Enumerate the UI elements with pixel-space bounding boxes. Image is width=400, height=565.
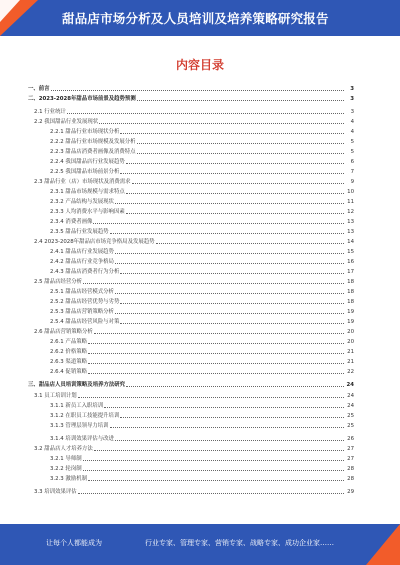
toc-entry-page: 24	[346, 382, 354, 388]
toc-entry-page: 13	[347, 229, 354, 235]
toc-entry-page: 16	[347, 259, 354, 265]
toc-leader-dots	[83, 283, 344, 284]
toc-entry-label: 3.2.1 导师制	[50, 456, 82, 462]
toc-leader-dots	[83, 470, 344, 471]
toc-leader-dots	[94, 450, 344, 451]
toc-leader-dots	[51, 90, 344, 91]
toc-leader-dots	[126, 213, 344, 214]
toc-entry-label: 2.5.3 甜品店营销策略分析	[50, 309, 114, 315]
toc-entry[interactable]	[28, 464, 354, 473]
toc-entry-label: 2.6.3 渠道策略	[50, 359, 87, 365]
toc-entry[interactable]	[28, 317, 354, 326]
toc-entry-page: 3	[350, 86, 354, 92]
toc-entry-page: 28	[347, 476, 354, 482]
toc-leader-dots	[78, 493, 344, 494]
toc-entry-label: 2.3.4 消费者画像	[50, 219, 93, 225]
toc-entry[interactable]	[28, 137, 354, 146]
toc-entry-page: 4	[350, 129, 354, 135]
toc-entry[interactable]	[28, 147, 354, 156]
toc-leader-dots	[88, 363, 344, 364]
toc-entry-page: 19	[347, 309, 354, 315]
toc-entry-page: 20	[347, 339, 354, 345]
toc-entry-label: 三、甜品店人员培训策略及培养方法研究	[28, 382, 126, 388]
toc-leader-dots	[137, 143, 344, 144]
toc-entry-label: 一、前言	[28, 86, 50, 92]
toc-entry[interactable]	[28, 487, 354, 496]
toc-leader-dots	[99, 123, 344, 124]
toc-entry-label: 2.3.1 甜品市场规模与需求特点	[50, 189, 125, 195]
toc-leader-dots	[115, 313, 344, 314]
toc-entry[interactable]	[28, 367, 354, 376]
toc-entry[interactable]	[28, 257, 354, 266]
footer-roles: 行业专家、管理专家、营销专家、战略专家、成功企业家……	[145, 539, 334, 547]
toc-entry[interactable]	[28, 421, 354, 430]
toc-entry-label: 2.2.1 甜品行业市场现状分析	[50, 129, 120, 135]
toc-leader-dots	[120, 133, 344, 134]
toc-entry-page: 22	[347, 369, 354, 375]
toc-entry-page: 18	[347, 279, 354, 285]
toc-entry-label: 2.2 我国甜品行业发展现状	[34, 119, 99, 125]
toc-leader-dots	[120, 417, 344, 418]
footer-banner	[0, 524, 400, 565]
toc-entry-page: 21	[347, 349, 354, 355]
toc-entry-page: 11	[347, 199, 354, 205]
toc-entry[interactable]	[28, 94, 354, 103]
toc-entry-page: 3	[350, 96, 354, 102]
toc-entry-label: 2.6.4 促销策略	[50, 369, 87, 375]
toc-entry-page: 27	[347, 456, 354, 462]
toc-leader-dots	[88, 353, 344, 354]
toc-entry-label: 2.3 甜品行业（店）市场现状及消费需求	[34, 179, 131, 185]
toc-entry-label: 3.1.2 在职员工技能提升培训	[50, 413, 120, 419]
toc-entry[interactable]	[28, 207, 354, 216]
toc-leader-dots	[115, 253, 344, 254]
toc-leader-dots	[137, 153, 344, 154]
toc-entry[interactable]	[28, 454, 354, 463]
toc-entry[interactable]	[28, 327, 354, 336]
toc-leader-dots	[83, 460, 344, 461]
toc-entry[interactable]	[28, 187, 354, 196]
toc-entry-page: 25	[347, 423, 354, 429]
toc-entry-label: 二、2023-2028年甜品市场前景及趋势预测	[28, 96, 136, 102]
toc-entry-page: 13	[347, 219, 354, 225]
toc-entry-page: 14	[347, 239, 354, 245]
toc-entry[interactable]	[28, 307, 354, 316]
toc-entry-label: 3.2.2 轮岗制	[50, 466, 82, 472]
toc-entry-label: 2.2.5 我国甜品市场前景分析	[50, 169, 120, 175]
toc-entry-label: 2.3.3 人均消费水平与影响因素	[50, 209, 125, 215]
toc-entry-label: 2.3.2 产品结构与发展现状	[50, 199, 114, 205]
toc-entry-label: 2.5.1 甜品店经营模式分析	[50, 289, 114, 295]
toc-entry-page: 24	[347, 393, 354, 399]
toc-entry-page: 21	[347, 359, 354, 365]
toc-leader-dots	[88, 480, 344, 481]
toc-leader-dots	[126, 193, 344, 194]
toc-entry-page: 15	[347, 249, 354, 255]
toc-leader-dots	[110, 233, 344, 234]
toc-entry-page: 19	[347, 319, 354, 325]
toc-entry-label: 2.4.2 甜品店行业竞争格局	[50, 259, 114, 265]
toc-entry-label: 2.3.5 甜品行业发展趋势	[50, 229, 109, 235]
toc-entry-page: 26	[347, 436, 354, 442]
toc-entry[interactable]	[28, 347, 354, 356]
toc-entry-page: 5	[350, 149, 354, 155]
toc-entry-label: 3.2 甜品店人才培养方法	[34, 446, 93, 452]
toc-entry-label: 3.1.3 管理层领导力培训	[50, 423, 109, 429]
toc-entry[interactable]	[28, 391, 354, 400]
toc-entry[interactable]	[28, 107, 354, 116]
toc-entry-page: 24	[347, 403, 354, 409]
toc-entry[interactable]	[28, 337, 354, 346]
toc-entry-label: 3.3 培训效果评估	[34, 489, 77, 495]
toc-entry-page: 18	[347, 299, 354, 305]
toc-entry-page: 27	[347, 446, 354, 452]
toc-leader-dots	[126, 386, 344, 387]
toc-heading: 内容目录	[175, 58, 224, 72]
toc-entry-page: 9	[350, 179, 354, 185]
toc-entry-page: 29	[347, 489, 354, 495]
toc-entry[interactable]	[28, 157, 354, 166]
toc-entry-label: 2.5.4 甜品店经营风险与对策	[50, 319, 120, 325]
toc-leader-dots	[93, 223, 344, 224]
header-banner	[0, 0, 400, 36]
toc-entry-page: 6	[350, 159, 354, 165]
toc-entry-label: 3.1 员工培训计划	[34, 393, 77, 399]
toc-entry-label: 3.1.1 新员工入职培训	[50, 403, 104, 409]
toc-leader-dots	[115, 203, 344, 204]
toc-entry[interactable]	[28, 434, 354, 443]
toc-leader-dots	[137, 100, 344, 101]
toc-entry-label: 2.6.1 产品策略	[50, 339, 87, 345]
toc-leader-dots	[120, 173, 344, 174]
toc-entry[interactable]	[28, 237, 354, 246]
toc-entry-page: 3	[350, 109, 354, 115]
toc-leader-dots	[126, 163, 344, 164]
toc-entry[interactable]	[28, 277, 354, 286]
toc-entry[interactable]	[28, 474, 354, 483]
toc-entry-page: 18	[347, 289, 354, 295]
toc-leader-dots	[78, 397, 344, 398]
toc-entry-page: 17	[347, 269, 354, 275]
toc-leader-dots	[67, 113, 344, 114]
footer-accent-shape	[366, 524, 400, 565]
toc-entry[interactable]	[28, 197, 354, 206]
toc-entry[interactable]	[28, 127, 354, 136]
toc-entry-page: 4	[350, 119, 354, 125]
toc-entry-label: 2.4.1 甜品店行业发展趋势	[50, 249, 114, 255]
toc-entry-page: 28	[347, 466, 354, 472]
toc-entry-page: 10	[347, 189, 354, 195]
toc-leader-dots	[120, 303, 344, 304]
toc-entry-label: 2.4.3 甜品店消费者行为分析	[50, 269, 120, 275]
toc-leader-dots	[132, 183, 344, 184]
toc-leader-dots	[110, 427, 344, 428]
toc-entry[interactable]	[28, 287, 354, 296]
toc-entry[interactable]	[28, 177, 354, 186]
header-accent-highlight	[0, 0, 20, 22]
toc-leader-dots	[120, 323, 344, 324]
toc-leader-dots	[88, 343, 344, 344]
toc-leader-dots	[156, 243, 344, 244]
toc-entry-label: 2.2.2 甜品行业市场规模及发展分析	[50, 139, 136, 145]
report-title: 甜品店市场分析及人员培训及培养策略研究报告	[62, 11, 329, 26]
toc-entry-label: 2.1 行业统计	[34, 109, 66, 115]
toc-entry-label: 2.6.2 价格策略	[50, 349, 87, 355]
toc-entry[interactable]	[28, 297, 354, 306]
toc-leader-dots	[115, 263, 344, 264]
toc-entry-page: 5	[350, 139, 354, 145]
toc-leader-dots	[104, 407, 344, 408]
toc-entry[interactable]	[28, 444, 354, 453]
toc-entry[interactable]	[28, 401, 354, 410]
toc-leader-dots	[120, 273, 344, 274]
toc-entry[interactable]	[28, 217, 354, 226]
toc-entry[interactable]	[28, 247, 354, 256]
toc-entry[interactable]	[28, 227, 354, 236]
toc-entry-page: 12	[347, 209, 354, 215]
toc-entry-label: 2.4 2023-2028年甜品店市场竞争格局及发展趋势	[34, 239, 155, 245]
toc-entry-page: 25	[347, 413, 354, 419]
toc-entry[interactable]	[28, 411, 354, 420]
toc-leader-dots	[88, 373, 344, 374]
toc-entry-label: 3.1.4 培训效果评估与改进	[50, 436, 114, 442]
toc-entry-label: 2.2.3 甜品店消费者画像及消费特点	[50, 149, 136, 155]
toc-leader-dots	[115, 293, 344, 294]
toc-entry-page: 7	[350, 169, 354, 175]
toc-entry-label: 2.2.4 我国甜品店行业发展趋势	[50, 159, 125, 165]
toc-entry-page: 20	[347, 329, 354, 335]
toc-entry-label: 2.5 甜品店经营分析	[34, 279, 83, 285]
toc-entry[interactable]	[28, 167, 354, 176]
toc-entry[interactable]	[28, 267, 354, 276]
toc-entry[interactable]	[28, 117, 354, 126]
toc-entry[interactable]	[28, 357, 354, 366]
footer-slogan: 让每个人都能成为	[46, 539, 102, 547]
toc-leader-dots	[115, 440, 344, 441]
toc-entry[interactable]	[28, 84, 354, 93]
toc-entry[interactable]	[28, 380, 354, 389]
toc-leader-dots	[94, 333, 344, 334]
toc-entry-label: 2.5.2 甜品店经营优势与劣势	[50, 299, 120, 305]
toc-entry-label: 2.6 甜品店营销策略分析	[34, 329, 93, 335]
toc-entry-label: 3.2.3 激励机制	[50, 476, 87, 482]
